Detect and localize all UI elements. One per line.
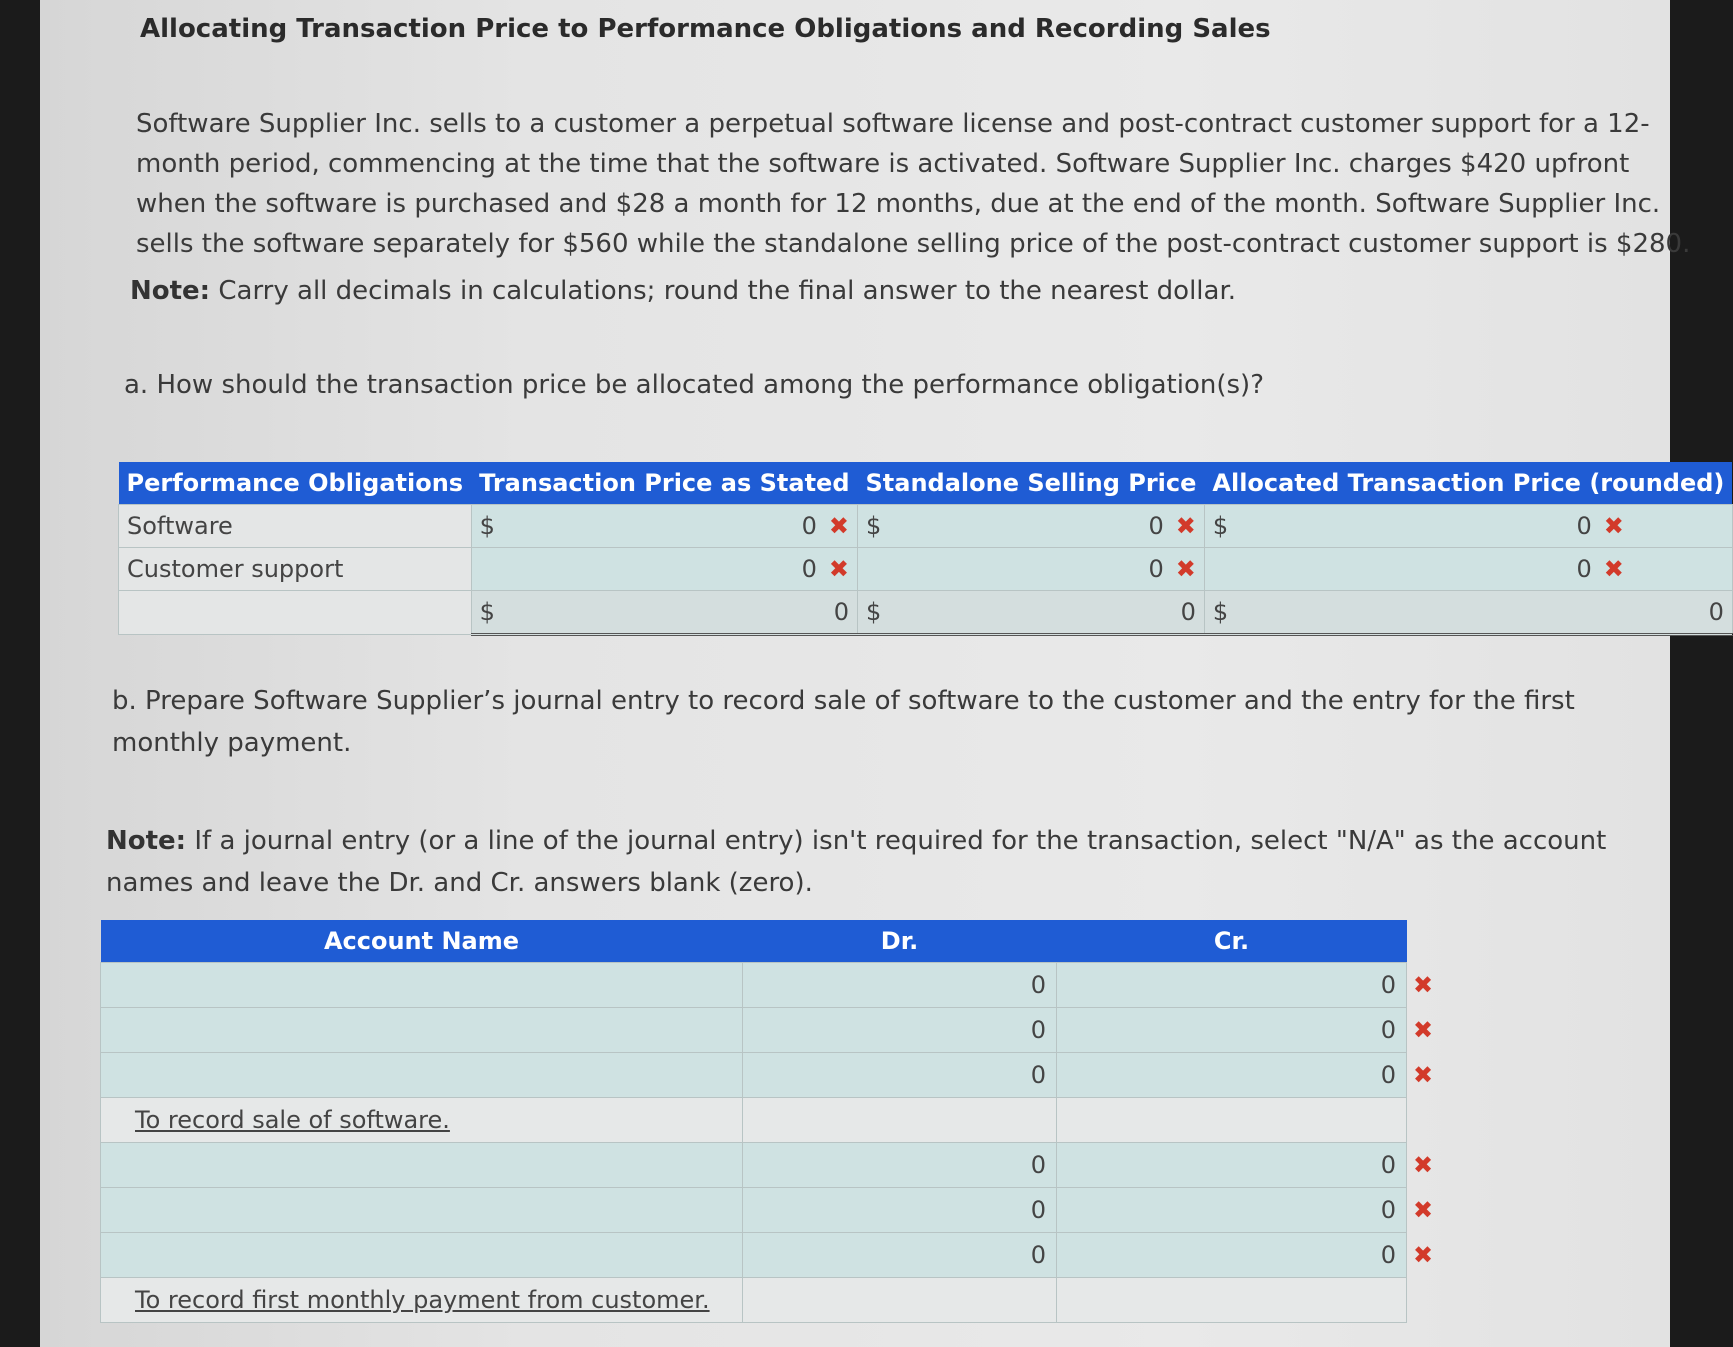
totals-row xyxy=(119,591,1733,635)
table-row xyxy=(101,963,1444,1008)
header-standalone-price: Standalone Selling Price xyxy=(858,462,1205,505)
incorrect-x-icon: ✖ xyxy=(1413,1151,1434,1179)
note-rounding: Note: Carry all decimals in calculations; round the final answer to the nearest dollar. xyxy=(130,276,1237,306)
row-label-software: Software xyxy=(119,505,472,548)
table-row xyxy=(119,548,1733,591)
account-select[interactable] xyxy=(101,1008,743,1053)
input-support-standalone-price[interactable]: 0 ✖ xyxy=(858,548,1205,591)
table-row xyxy=(101,1188,1444,1233)
note-na: Note: If a journal entry (or a line of the journal entry) isn't required for the transaction, select "N/A" as the account names and leave the Dr. and Cr. answers blank (zero). xyxy=(106,826,1607,898)
input-software-standalone-price[interactable]: $ 0 ✖ xyxy=(858,505,1205,548)
incorrect-x-icon: ✖ xyxy=(1603,512,1624,540)
incorrect-x-icon: ✖ xyxy=(1413,1061,1434,1089)
row-label-customer-support: Customer support xyxy=(119,548,472,591)
credit-input[interactable]: 0 xyxy=(1057,1053,1407,1098)
incorrect-x-icon: ✖ xyxy=(1175,512,1196,540)
input-software-transaction-price[interactable]: $ 0 ✖ xyxy=(471,505,857,548)
account-select[interactable] xyxy=(101,1143,743,1188)
incorrect-x-icon: ✖ xyxy=(828,512,850,540)
incorrect-x-icon: ✖ xyxy=(1175,555,1196,583)
incorrect-x-icon: ✖ xyxy=(1413,1241,1434,1269)
account-select[interactable] xyxy=(101,963,743,1008)
header-account-name: Account Name xyxy=(101,920,743,963)
totals-label xyxy=(119,591,472,635)
credit-input[interactable]: 0 xyxy=(1057,1143,1407,1188)
table-row xyxy=(101,1143,1444,1188)
total-allocated-price: $ 0 xyxy=(1204,591,1732,635)
debit-input[interactable]: 0 xyxy=(743,1053,1057,1098)
memo-row xyxy=(101,1098,1444,1143)
input-software-allocated-price[interactable]: $ 0 ✖ xyxy=(1204,505,1732,548)
memo-first-monthly-payment: To record first monthly payment from customer. xyxy=(135,1286,710,1314)
allocation-table xyxy=(118,462,1733,636)
input-support-allocated-price[interactable]: 0 ✖ xyxy=(1204,548,1732,591)
question-page xyxy=(40,0,1725,1347)
header-allocated-price: Allocated Transaction Price (rounded) xyxy=(1204,462,1732,505)
account-select[interactable] xyxy=(101,1188,743,1233)
credit-input[interactable]: 0 xyxy=(1057,1233,1407,1278)
account-select[interactable] xyxy=(101,1053,743,1098)
debit-input[interactable]: 0 xyxy=(743,1143,1057,1188)
table-row xyxy=(119,505,1733,548)
page-title: Allocating Transaction Price to Performance Obligations and Recording Sales xyxy=(140,14,1271,44)
incorrect-x-icon: ✖ xyxy=(1413,1016,1434,1044)
memo-row xyxy=(101,1278,1444,1323)
problem-text: Software Supplier Inc. sells to a customer a perpetual software license and post-contract customer support for a 12-month period, commencing at the time that the software is activated. Software Supplier Inc. charges $420 upfront when the software is purchased and $28 a month for 12 months, due at the end of the month. Software Supplier Inc. sells the software separately for $560 while the standalone selling price of the post-contract customer support is $280. xyxy=(136,109,1691,259)
credit-input[interactable]: 0 xyxy=(1057,1188,1407,1233)
account-select[interactable] xyxy=(101,1233,743,1278)
table-row xyxy=(101,1053,1444,1098)
journal-entry-table xyxy=(100,920,1444,1323)
header-transaction-price: Transaction Price as Stated xyxy=(471,462,857,505)
input-support-transaction-price[interactable]: 0 ✖ xyxy=(471,548,857,591)
header-debit: Dr. xyxy=(743,920,1057,963)
incorrect-x-icon: ✖ xyxy=(1603,555,1624,583)
question-b: b. Prepare Software Supplier’s journal entry to record sale of software to the customer and the entry for the first monthly payment. xyxy=(112,686,1575,758)
debit-input[interactable]: 0 xyxy=(743,1008,1057,1053)
header-credit: Cr. xyxy=(1057,920,1407,963)
question-a: a. How should the transaction price be allocated among the performance obligation(s)? xyxy=(124,370,1264,400)
incorrect-x-icon: ✖ xyxy=(828,555,850,583)
debit-input[interactable]: 0 xyxy=(743,1233,1057,1278)
table-row xyxy=(101,1008,1444,1053)
debit-input[interactable]: 0 xyxy=(743,963,1057,1008)
incorrect-x-icon: ✖ xyxy=(1413,971,1434,999)
memo-sale-of-software: To record sale of software. xyxy=(135,1106,450,1134)
credit-input[interactable]: 0 xyxy=(1057,963,1407,1008)
credit-input[interactable]: 0 xyxy=(1057,1008,1407,1053)
total-standalone-price: $ 0 xyxy=(858,591,1205,635)
total-transaction-price: $ 0 xyxy=(471,591,857,635)
debit-input[interactable]: 0 xyxy=(743,1188,1057,1233)
header-performance-obligations: Performance Obligations xyxy=(119,462,472,505)
table-row xyxy=(101,1233,1444,1278)
incorrect-x-icon: ✖ xyxy=(1413,1196,1434,1224)
